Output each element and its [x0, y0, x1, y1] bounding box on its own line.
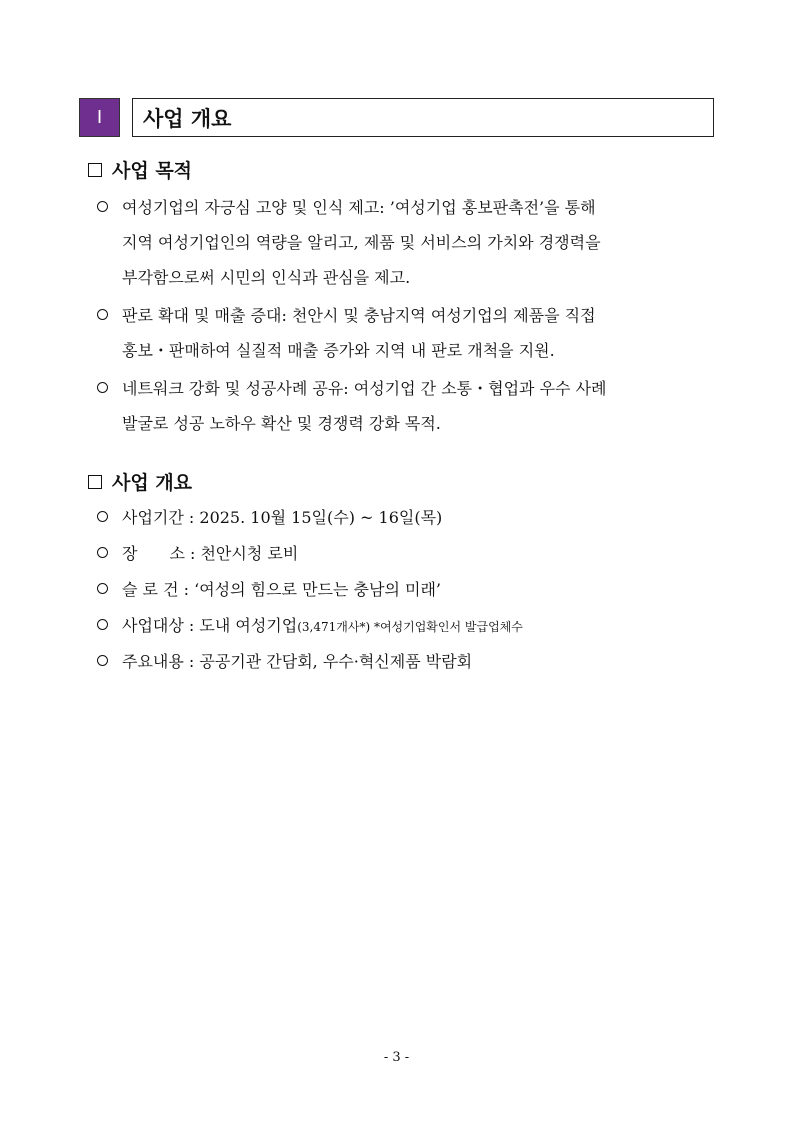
list-item	[97, 644, 737, 679]
item-text: 슬 로 건 : ‘여성의 힘으로 만드는 충남의 미래’	[122, 580, 442, 599]
item-line: 판로 확대 및 매출 증대: 천안시 및 충남지역 여성기업의 제품을 직접	[122, 306, 596, 325]
item-text: 사업기간 : 2025. 10월 15일(수) ~ 16일(목)	[122, 508, 443, 527]
item-line: 네트워크 강화 및 성공사례 공유: 여성기업 간 소통・협업과 우수 사례	[122, 379, 607, 398]
circle-bullet-icon	[97, 201, 108, 212]
item-line: 지역 여성기업인의 역량을 알리고, 제품 및 서비스의 가치와 경쟁력을	[122, 233, 601, 252]
item-line: 발굴로 성공 노하우 확산 및 경쟁력 강화 목적.	[122, 414, 441, 433]
circle-bullet-icon	[97, 382, 108, 393]
circle-bullet-icon	[97, 655, 108, 666]
section-heading-purpose	[88, 156, 192, 183]
square-bullet-icon	[88, 163, 102, 177]
list-item	[97, 572, 737, 607]
circle-bullet-icon	[97, 619, 108, 630]
footnote: *여성기업확인서 발급업체수	[370, 620, 523, 634]
list-item	[97, 298, 737, 368]
list-item	[97, 190, 737, 295]
chapter-numeral: Ⅰ	[79, 98, 120, 137]
page-number: - 3 -	[383, 1050, 410, 1065]
section-heading-text: 사업 개요	[112, 472, 193, 494]
circle-bullet-icon	[97, 583, 108, 594]
item-line: 부각함으로써 시민의 인식과 관심을 제고.	[122, 268, 411, 287]
list-item	[97, 500, 737, 535]
chapter-header	[79, 98, 713, 137]
chapter-title: 사업 개요	[132, 98, 714, 137]
section-heading-text: 사업 목적	[112, 160, 193, 182]
circle-bullet-icon	[97, 547, 108, 558]
circle-bullet-icon	[97, 511, 108, 522]
section-heading-overview	[88, 468, 192, 495]
item-line: 여성기업의 자긍심 고양 및 인식 제고: ’여성기업 홍보판촉전’을 통해	[122, 198, 596, 217]
circle-bullet-icon	[97, 309, 108, 320]
list-item	[97, 608, 737, 645]
item-text: 장 소 : 천안시청 로비	[122, 544, 299, 563]
square-bullet-icon	[88, 475, 102, 489]
item-text: 사업대상 : 도내 여성기업	[122, 616, 298, 635]
list-item	[97, 371, 737, 441]
item-line: 홍보・판매하여 실질적 매출 증가와 지역 내 판로 개척을 지원.	[122, 341, 555, 360]
company-count: (3,471개사*)	[297, 620, 371, 634]
item-text: 주요내용 : 공공기관 간담회, 우수·혁신제품 박람회	[122, 652, 473, 671]
list-item	[97, 536, 737, 571]
